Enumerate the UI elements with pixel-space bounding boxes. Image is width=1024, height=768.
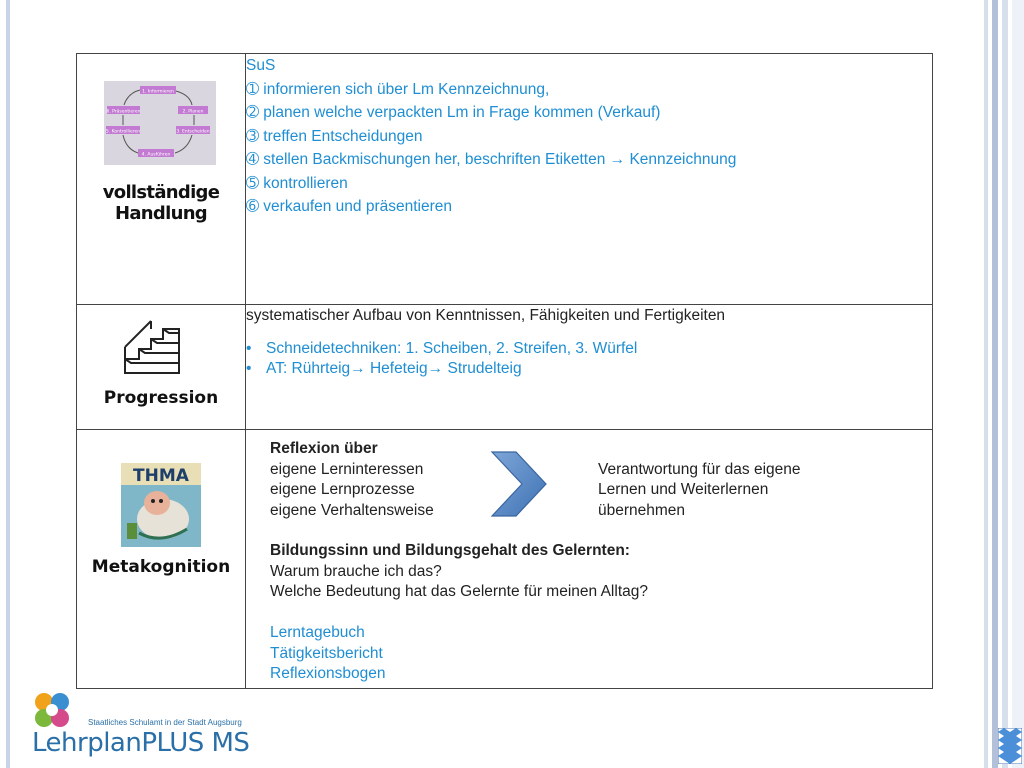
row1-text-cell	[246, 54, 933, 305]
table-row-metakognition	[77, 430, 933, 689]
text-line: SuS	[246, 57, 276, 74]
cycle-step-label: 1. Informieren	[142, 89, 174, 95]
caption-metakognition: Metakognition	[91, 557, 231, 577]
row2-text-cell	[246, 305, 933, 430]
illustration-label: THMA	[133, 466, 189, 486]
cycle-step-label: 4. Ausführen	[141, 152, 171, 158]
reflexion-left-item: eigene Verhaltensweise	[270, 501, 434, 519]
progression-bullet-list	[246, 339, 932, 379]
caption-vollstaendige-handlung: vollständige Handlung	[102, 182, 220, 224]
reflexion-right-item: übernehmen	[598, 501, 686, 519]
cycle-step-label: 2. Planen	[182, 109, 204, 115]
cycle-step-label: 5. Kontrollieren	[105, 129, 141, 135]
table-row-progression	[77, 305, 933, 430]
metakognition-illustration	[121, 463, 201, 547]
cycle-step-label: 3. Entscheiden	[176, 129, 210, 135]
tool-item: Tätigkeitsbericht	[270, 644, 383, 662]
text-line: ➁ planen welche verpackten Lm in Frage kommen (Verkauf)	[246, 104, 661, 121]
bildung-title: Bildungssinn und Bildungsgehalt des Gelernten:	[270, 542, 630, 559]
handlung-cycle-diagram	[104, 81, 216, 165]
progression-intro: systematischer Aufbau von Kenntnissen, Fähigkeiten und Fertigkeiten	[246, 307, 726, 324]
left-border-stripe	[6, 0, 10, 768]
tool-item: Lerntagebuch	[270, 624, 365, 641]
row1-left-cell	[77, 54, 246, 305]
bavaria-coat-of-arms-icon	[998, 728, 1022, 764]
row2-left-cell	[77, 305, 246, 430]
right-decorative-stripes	[984, 0, 1024, 768]
content-table	[76, 53, 933, 689]
list-item: • AT: Rührteig→ Hefeteig→ Strudelteig	[246, 359, 932, 379]
row3-left-cell	[77, 430, 246, 689]
bildung-line: Welche Bedeutung hat das Gelernte für meinen Alltag?	[270, 583, 648, 600]
reflexion-right-item: Lernen und Weiterlernen	[598, 481, 769, 498]
text-line: ➀ informieren sich über Lm Kennzeichnung,	[246, 80, 550, 98]
stairs-icon	[121, 317, 187, 377]
school-authority-label: Staatliches Schulamt in der Stadt Augsburg	[88, 718, 242, 727]
caption-progression: Progression	[103, 388, 219, 408]
chevron-right-icon	[490, 450, 548, 518]
text-line: ➃ stellen Backmischungen her, beschriften Etiketten → Kennzeichnung	[246, 151, 737, 168]
lehrplanplus-logo-icon	[32, 690, 72, 730]
bildung-line: Warum brauche ich das?	[270, 562, 442, 580]
reflexion-right-item: Verantwortung für das eigene	[598, 460, 801, 478]
reflexion-left-item: eigene Lernprozesse	[270, 481, 415, 498]
text-line: ➅ verkaufen und präsentieren	[246, 198, 453, 215]
text-line: ➂ treffen Entscheidungen	[246, 127, 423, 145]
lehrplanplus-logo-text: LehrplanPLUS MS	[32, 728, 250, 758]
cycle-step-label: 6. Präsentieren	[106, 109, 141, 115]
row3-text-cell	[246, 430, 933, 689]
text-line: ➄ kontrollieren	[246, 174, 348, 192]
list-item: • Schneidetechniken: 1. Scheiben, 2. Streifen, 3. Würfel	[246, 339, 932, 359]
tool-item: Reflexionsbogen	[270, 665, 386, 682]
reflexion-title: Reflexion über	[270, 440, 378, 457]
reflexion-left-item: eigene Lerninteressen	[270, 460, 424, 478]
table-row-vollstaendige-handlung	[77, 54, 933, 305]
